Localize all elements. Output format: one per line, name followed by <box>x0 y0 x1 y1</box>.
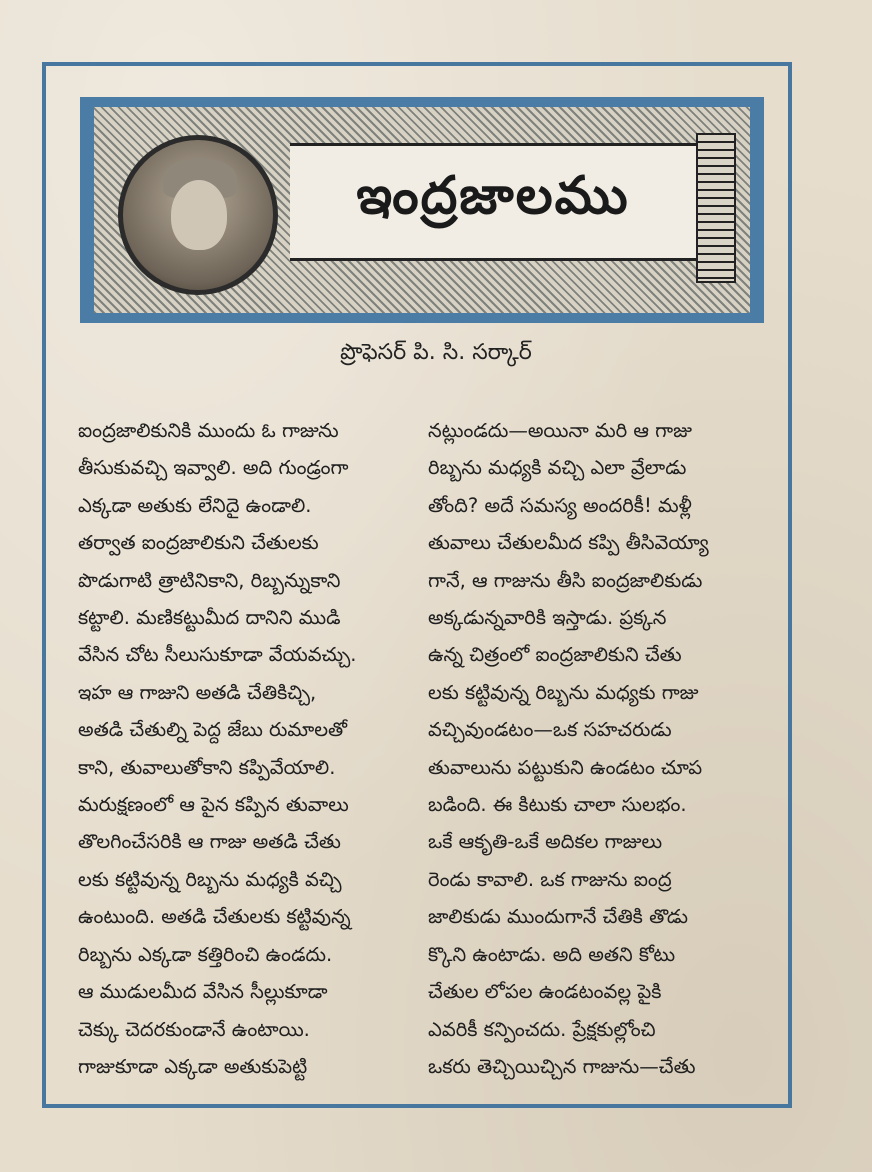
text-line: ఎక్కడా అతుకు లేనిదై ఉండాలి. <box>78 493 312 517</box>
text-line: జాలికుడు ముందుగానే చేతికి తొడు <box>428 905 689 929</box>
text-line: లకు కట్టివున్న రిబ్బను మధ్యకు గాజు <box>428 680 699 704</box>
text-line: ఒకే ఆకృతి-ఒకే అదికల గాజులు <box>428 830 663 854</box>
text-line: చేతుల లోపల ఉండటంవల్ల పైకి <box>428 980 662 1004</box>
header-panel <box>80 97 764 323</box>
text-line: అతడి చేతుల్ని పెద్ద జేబు రుమాలతో <box>78 718 348 742</box>
text-line: కట్టాలి. మణికట్టుమీద దానిని ముడి <box>78 606 341 630</box>
text-line: కాని, తువాలుతోకాని కప్పివేయాలి. <box>78 755 336 779</box>
text-line: తర్వాత ఐంద్రజాలికుని చేతులకు <box>78 531 319 555</box>
magician-portrait <box>118 135 278 295</box>
text-line: పొడుగాటి త్రాటినికాని, రిబ్బన్నుకాని <box>78 568 341 592</box>
right-column <box>428 412 764 1085</box>
text-line: తొలగించేసరికి ఆ గాజు అతడి చేతు <box>78 830 341 854</box>
text-line: ఐంద్రజాలికునికి ముందు ఓ గాజును <box>78 419 339 442</box>
text-line: తోంది? అదే సమస్య అందరికీ! మళ్లీ <box>428 493 692 517</box>
text-line: బడింది. ఈ కిటుకు చాలా సులభం. <box>428 793 687 817</box>
text-line: రిబ్బను ఎక్కడా కత్తిరించి ఉండదు. <box>78 942 333 966</box>
text-line: తువాలును పట్టుకుని ఉండటం చూప <box>428 755 703 779</box>
text-line: గానే, ఆ గాజును తీసి ఐంద్రజాలికుడు <box>428 568 703 592</box>
text-line: తీసుకువచ్చి ఇవ్వాలి. అది గుండ్రంగా <box>78 456 349 480</box>
text-line: మరుక్షణంలో ఆ పైన కప్పిన తువాలు <box>78 793 349 817</box>
text-line: ఎవరికీ కన్పించదు. ప్రేక్షకుల్లోంచి <box>428 1017 656 1041</box>
text-line: ఆ ముడులమీద వేసిన సీల్లుకూడా <box>78 980 328 1004</box>
text-line: ఒకరు తెచ్చియిచ్చిన గాజును—చేతు <box>428 1054 696 1078</box>
text-line: లకు కట్టివున్న రిబ్బను మధ్యకి వచ్చి <box>78 867 342 891</box>
text-line: గాజుకూడా ఎక్కడా అతుకుపెట్టి <box>78 1054 308 1078</box>
text-line: రెండు కావాలి. ఒక గాజును ఐంద్ర <box>428 867 672 891</box>
face-shape <box>171 180 227 250</box>
text-line: నట్లుండదు—అయినా మరి ఆ గాజు <box>428 419 692 442</box>
text-line: అక్కడున్నవారికి ఇస్తాడు. ప్రక్కన <box>428 606 667 630</box>
text-line: ఇహ ఆ గాజుని అతడి చేతికిచ్చి, <box>78 680 317 704</box>
text-line: ఉన్న చిత్రంలో ఐంద్రజాలికుని చేతు <box>428 643 682 667</box>
text-line: వచ్చివుండటం—ఒక సహచరుడు <box>428 718 672 742</box>
author-byline: ప్రొఫెసర్ పి. సి. సర్కార్ <box>340 340 532 365</box>
left-column <box>78 412 414 1085</box>
header-illustration <box>94 107 750 313</box>
text-line: చెక్కు చెదరకుండానే ఉంటాయి. <box>78 1017 310 1041</box>
text-line: ఉంటుంది. అతడి చేతులకు కట్టివున్న <box>78 905 351 929</box>
title-banner <box>290 143 696 261</box>
text-line: క్కొని ఉంటాడు. అది అతని కోటు <box>428 942 676 966</box>
text-line: రిబ్బను మధ్యకి వచ్చి ఎలా వ్రేలాడు <box>428 456 687 480</box>
scroll-decoration <box>696 133 736 283</box>
text-line: తువాలు చేతులమీద కప్పి తీసివెయ్యా <box>428 531 709 555</box>
text-line: వేసిన చోట సీలుసుకూడా వేయవచ్చు. <box>78 643 357 667</box>
page-title: ఇంద్రజాలము <box>356 165 630 226</box>
